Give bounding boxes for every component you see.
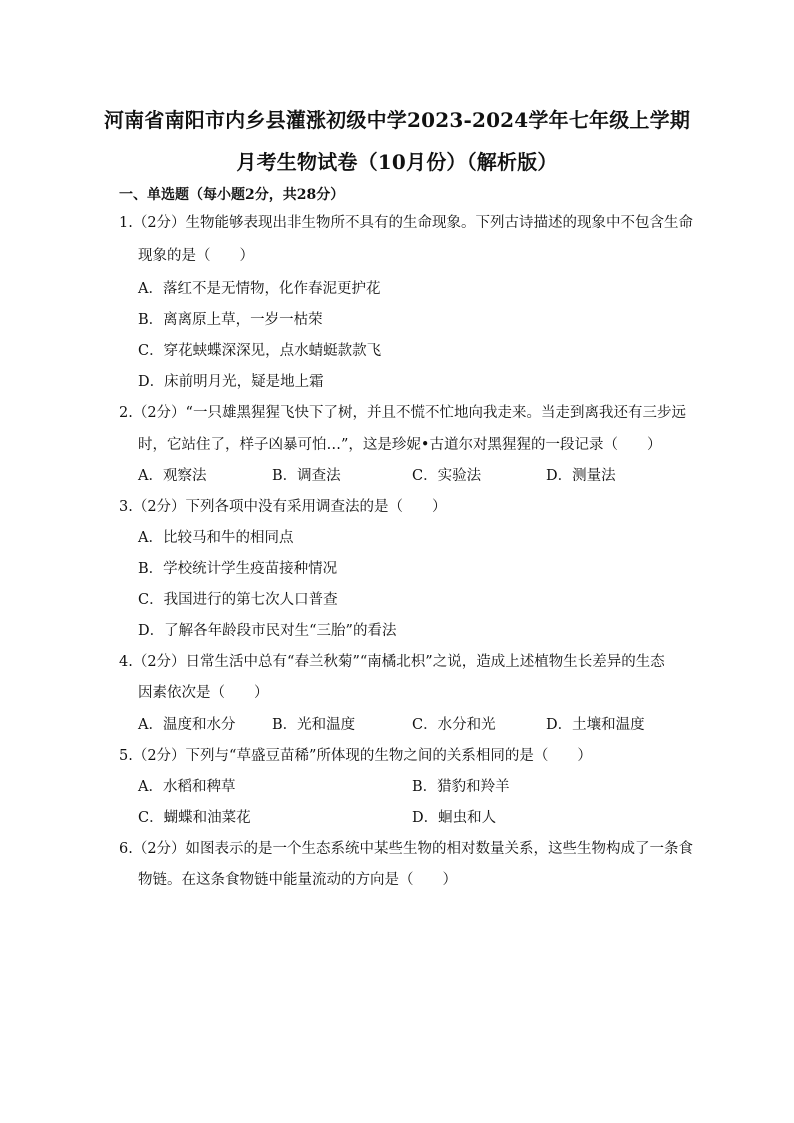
option-a: A．落红不是无情物，化作春泥更护花 bbox=[138, 281, 381, 297]
option-a: A．观察法 bbox=[138, 468, 207, 484]
option-c: C．水分和光 bbox=[412, 717, 496, 733]
option-c: C．蝴蝶和油菜花 bbox=[138, 810, 251, 826]
option-c: C．实验法 bbox=[412, 468, 482, 484]
question-stem-line: 3.（2分）下列各项中没有采用调查法的是（ ） bbox=[119, 499, 447, 515]
option-d: D．了解各年龄段市民对生“三胎”的看法 bbox=[138, 623, 397, 639]
exam-title-line-2: 月考生物试卷（10月份）（解析版） bbox=[236, 150, 558, 174]
question-stem-line: 4.（2分）日常生活中总有“春兰秋菊”“南橘北枳”之说，造成上述植物生长差异的生态 bbox=[119, 654, 665, 670]
option-c: C．穿花蛱蝶深深见，点水蜻蜓款款飞 bbox=[138, 343, 382, 359]
question-stem-line: 1.（2分）生物能够表现出非生物所不具有的生命现象。下列古诗描述的现象中不包含生命 bbox=[119, 215, 694, 231]
question-stem-line: 6.（2分）如图表示的是一个生态系统中某些生物的相对数量关系，这些生物构成了一条食 bbox=[119, 841, 694, 857]
option-d: D．蛔虫和人 bbox=[412, 810, 497, 826]
option-c: C．我国进行的第七次人口普查 bbox=[138, 592, 338, 608]
option-a: A．温度和水分 bbox=[138, 717, 236, 733]
option-d: D．测量法 bbox=[546, 468, 616, 484]
question-stem-line: 时，它站住了，样子凶暴可怕…”，这是珍妮•古道尔对黑猩猩的一段记录（ ） bbox=[138, 437, 662, 453]
option-b: B．离离原上草，一岁一枯荣 bbox=[138, 312, 323, 328]
option-d: D．土壤和温度 bbox=[546, 717, 645, 733]
question-stem-line: 因素依次是（ ） bbox=[138, 685, 269, 701]
section-heading: 一、单选题（每小题2分，共28分） bbox=[119, 187, 345, 203]
question-stem-line: 2.（2分）“一只雄黑猩猩飞快下了树，并且不慌不忙地向我走来。当走到离我还有三步远 bbox=[119, 405, 686, 421]
exam-title-line-1: 河南省南阳市内乡县灌涨初级中学2023-2024学年七年级上学期 bbox=[103, 108, 691, 132]
question-stem-line: 5.（2分）下列与“草盛豆苗稀”所体现的生物之间的关系相同的是（ ） bbox=[119, 748, 592, 764]
option-b: B．调查法 bbox=[272, 468, 341, 484]
option-b: B．学校统计学生疫苗接种情况 bbox=[138, 561, 338, 577]
option-b: B．猎豹和羚羊 bbox=[412, 779, 510, 795]
question-stem-line: 现象的是（ ） bbox=[138, 248, 254, 264]
option-a: A．水稻和稗草 bbox=[138, 779, 236, 795]
question-stem-line: 物链。在这条食物链中能量流动的方向是（ ） bbox=[138, 872, 457, 888]
option-a: A．比较马和牛的相同点 bbox=[138, 530, 294, 546]
option-d: D．床前明月光，疑是地上霜 bbox=[138, 374, 324, 390]
option-b: B．光和温度 bbox=[272, 717, 356, 733]
